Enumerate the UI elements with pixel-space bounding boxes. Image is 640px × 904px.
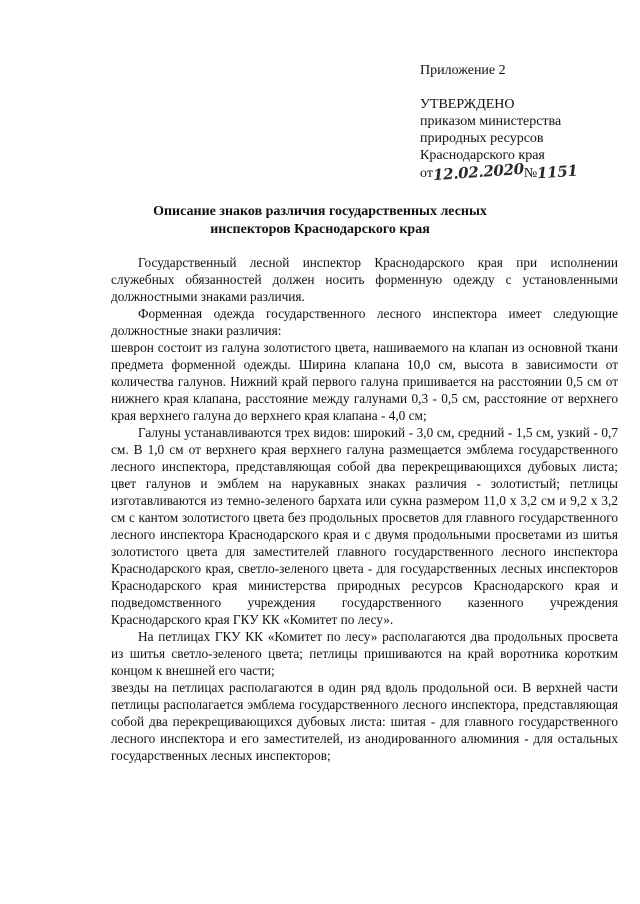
order-date-number <box>420 159 620 185</box>
approval-line: Краснодарского края <box>420 148 545 163</box>
appendix-label: Приложение 2 <box>420 63 506 78</box>
paragraph: Форменная одежда государственного лесного инспектора имеет следующие должностные знаки различия: <box>111 306 618 338</box>
approval-line: приказом министерства <box>420 114 562 129</box>
document-body <box>111 254 618 764</box>
handwritten-date: 12.02.2020 <box>432 159 525 185</box>
document-title <box>110 203 530 239</box>
paragraph: Государственный лесной инспектор Краснодарского края при исполнении служебных обязанностей должен носить форменную одежду с установленными должностными знаками различия. <box>111 255 618 304</box>
date-prefix: от <box>420 166 433 181</box>
title-line: Описание знаков различия государственных лесных <box>153 204 487 219</box>
approval-line: природных ресурсов <box>420 131 544 146</box>
title-line: инспекторов Краснодарского края <box>210 222 430 237</box>
paragraph: шеврон состоит из галуна золотистого цвета, нашиваемого на клапан из основной ткани предмета форменной одежды. Ширина клапана 10,0 см, высота в зависимости от количества галунов. Нижний край первого галуна пришивается на расстоянии 0,5 см от нижнего края клапана, расстояние между галунами 0,3 - 0,5 см, расстояние от верхнего края верхнего галуна до верхнего края клапана - 4,0 см; <box>111 340 618 423</box>
number-sign: № <box>523 166 538 181</box>
paragraph: На петлицах ГКУ КК «Комитет по лесу» располагаются два продольных просвета из шитья светло-зеленого цвета; петлицы пришиваются на край воротника коротким концом к внешней его части; <box>111 629 618 678</box>
approval-header <box>420 62 620 185</box>
paragraph: Галуны устанавливаются трех видов: широкий - 3,0 см, средний - 1,5 см, узкий - 0,7 см. В 1,0 см от верхнего края верхнего галуна размещается эмблема государственного лесного инспектора, представляющая собой два перекрещивающихся дубовых листа; цвет галунов и эмблем на нарукавных знаках различия - золотистый; петлицы изготавливаются из темно-зеленого бархата или сукна размером 11,0 х 3,2 см и 9,2 х 3,2 см с кантом золотистого цвета без продольных просветов для главного государственного лесного инспектора Краснодарского края и с двумя продольными просветами из шитья золотистого цвета для заместителей главного государственного лесного инспектора Краснодарского края, светло-зеленого цвета - для государственных лесных инспекторов Краснодарского края министерства природных ресурсов Краснодарского края и подведомственного учреждения государственного казенного учреждения Краснодарского края ГКУ КК «Комитет по лесу». <box>111 425 618 627</box>
approved-label: УТВЕРЖДЕНО <box>420 97 515 112</box>
paragraph: звезды на петлицах располагаются в один ряд вдоль продольной оси. В верхней части петлицы располагается эмблема государственного лесного инспектора, представляющая собой два перекрещивающихся дубовых листа: шитая - для главного государственного лесного инспектора и его заместителей, из анодированного алюминия - для остальных государственных лесных инспекторов; <box>111 680 618 763</box>
handwritten-number: 1151 <box>536 161 579 183</box>
